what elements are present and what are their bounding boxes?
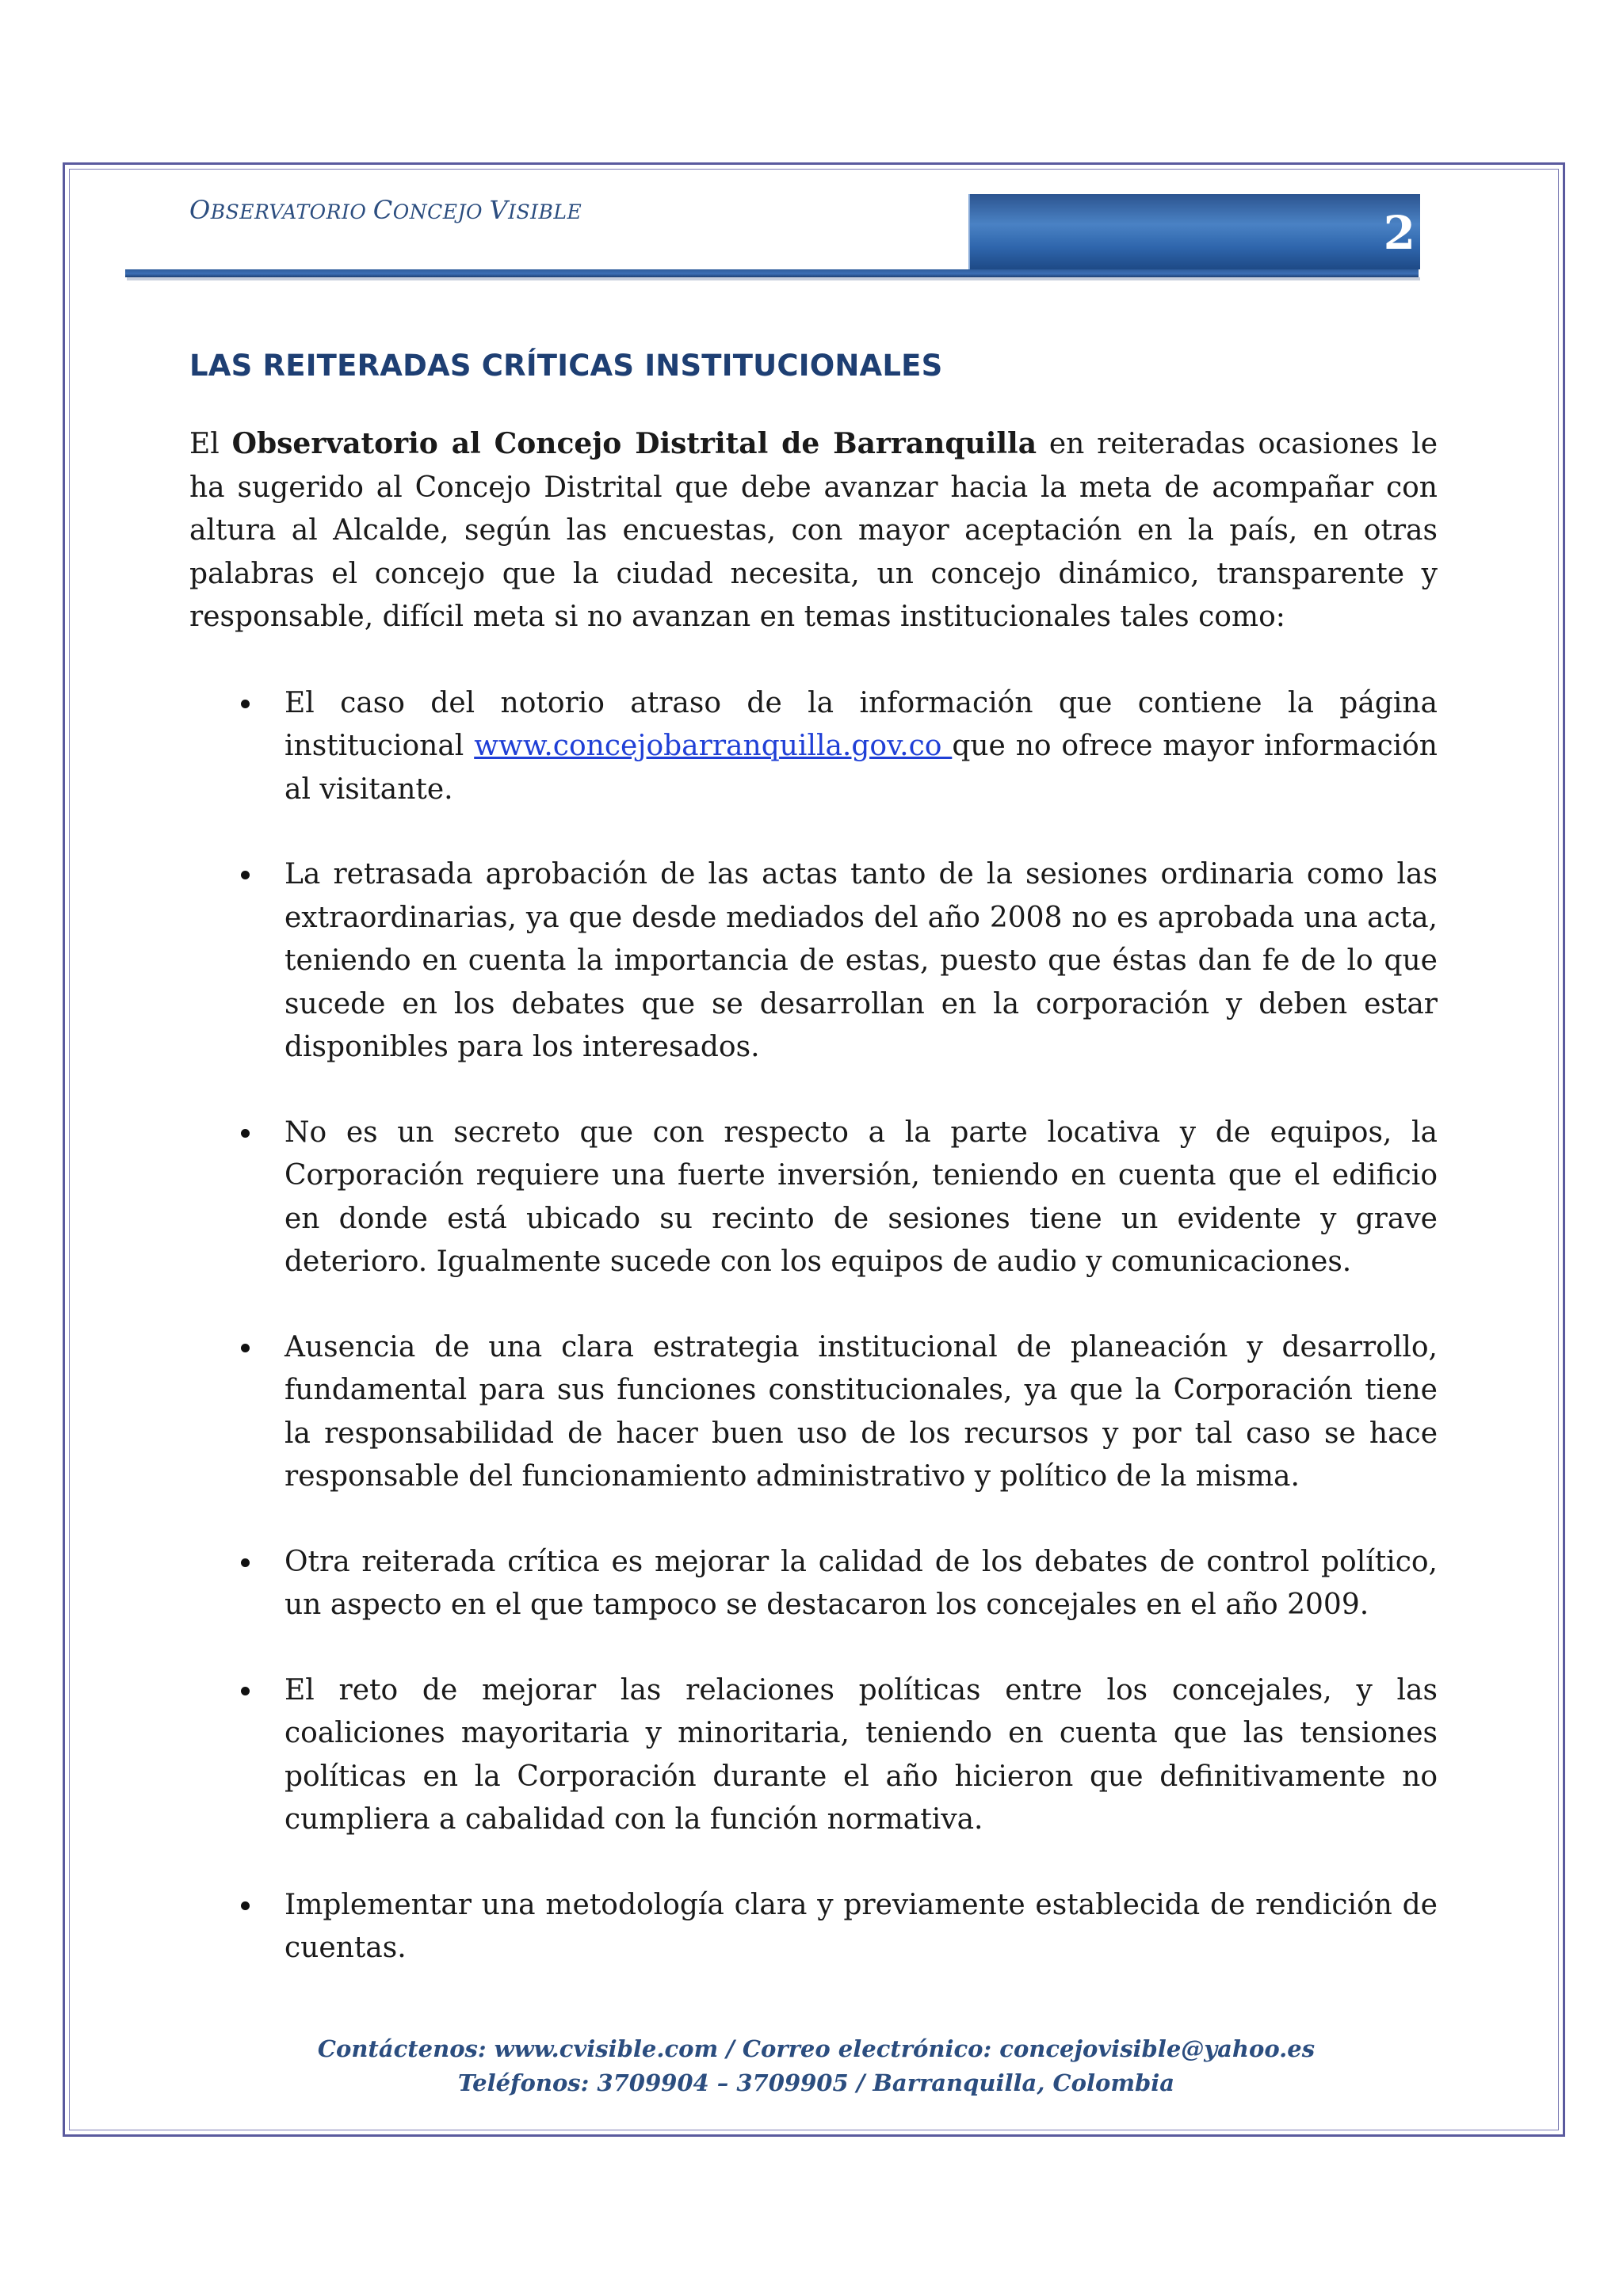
- header-org-text-2: ONCEJO: [392, 200, 490, 223]
- bullet-icon: [241, 1129, 250, 1138]
- list-item-text-post: que no ofrece mayor información al visitante.: [285, 730, 1438, 806]
- list-item-text: La retrasada aprobación de las actas tanto de la sesiones ordinaria como las extraordinarias, ya que desde mediados del año 2008 no es aprobada una acta, teniendo en cuenta la importancia de estas, puesto que éstas dan fe de lo que sucede en los debates que se desarrollan en la corporación y deben estar disponibles para los interesados.: [285, 858, 1438, 1063]
- header-org-initial-v: V: [489, 195, 509, 225]
- header-org-text-1: BSERVATORIO: [210, 200, 373, 223]
- list-item: [189, 853, 1438, 1070]
- footer-phone-line: Teléfonos: 3709904 – 3709905 / Barranquilla, Colombia: [457, 2069, 1175, 2096]
- contact-footer: [79, 2032, 1553, 2100]
- list-item: [189, 682, 1438, 812]
- intro-rest: en reiteradas ocasiones le ha sugerido al Concejo Distrital que debe avanzar hacia la meta de acompañar con altura al Alcalde, según las encuestas, con mayor aceptación en la país, en otras palabras el concejo que la ciudad necesita, un concejo dinámico, transparente y responsable, difícil meta si no avanzan en temas institucionales tales como:: [189, 428, 1438, 633]
- intro-bold-entity: Observatorio al Concejo Distrital de Barranquilla: [231, 427, 1037, 460]
- main-content: [189, 349, 1438, 2012]
- bullet-icon: [241, 1344, 250, 1352]
- list-item-text: No es un secreto que con respecto a la parte locativa y de equipos, la Corporación requiere una fuerte inversión, teniendo en cuenta que el edificio en donde está ubicado su recinto de sesiones tiene un evidente y grave deterioro. Igualmente sucede con los equipos de audio y comunicaciones.: [285, 1116, 1438, 1278]
- criticism-list: [189, 682, 1438, 1970]
- list-item-text-pre: El caso del notorio atraso de la información que contiene la página institucional: [285, 686, 1438, 762]
- list-item: [189, 1884, 1438, 1970]
- council-website-link[interactable]: www.concejobarranquilla.gov.co: [474, 730, 953, 762]
- header-org-initial-o: O: [189, 195, 211, 225]
- header-org-initial-c: C: [372, 195, 393, 225]
- list-item-text: Ausencia de una clara estrategia institucional de planeación y desarrollo, fundamental para sus funciones constitucionales, ya que la Corporación tiene la responsabilidad de hacer buen uso de los recursos y por tal caso se hace responsable del funcionamiento administrativo y político de la misma.: [285, 1330, 1438, 1493]
- bullet-icon: [241, 1901, 250, 1910]
- header-rule: [125, 269, 1419, 277]
- intro-lead: El: [189, 428, 232, 460]
- list-item-text: El reto de mejorar las relaciones políticas entre los concejales, y las coaliciones mayoritaria y minoritaria, teniendo en cuenta que las tensiones políticas en la Corporación durante el año hicieron que definitivamente no cumpliera a cabalidad con la función normativa.: [285, 1673, 1438, 1836]
- list-item: [189, 1326, 1438, 1499]
- bullet-icon: [241, 1687, 250, 1695]
- bullet-icon: [241, 700, 250, 708]
- page-number-tab: [968, 194, 1420, 269]
- header-org-text-3: ISIBLE: [508, 200, 582, 223]
- list-item: [189, 1669, 1438, 1842]
- header-rule-shadow: [127, 277, 1420, 280]
- page-number: 2: [1383, 206, 1415, 260]
- bullet-icon: [241, 871, 250, 879]
- section-title: LAS REITERADAS CRÍTICAS INSTITUCIONALES: [189, 349, 943, 383]
- list-item-text: Otra reiterada crítica es mejorar la calidad de los debates de control político, un aspecto en el que tampoco se destacaron los concejales en el año 2009.: [285, 1545, 1438, 1621]
- intro-paragraph: [189, 422, 1438, 639]
- list-item-text: Implementar una metodología clara y previamente establecida de rendición de cuentas.: [285, 1888, 1438, 1964]
- bullet-icon: [241, 1558, 250, 1567]
- header-organization-name: [189, 195, 582, 225]
- list-item: [189, 1541, 1438, 1627]
- list-item: [189, 1112, 1438, 1284]
- footer-contact-line: Contáctenos: www.cvisible.com / Correo electrónico: concejovisible@yahoo.es: [317, 2035, 1316, 2062]
